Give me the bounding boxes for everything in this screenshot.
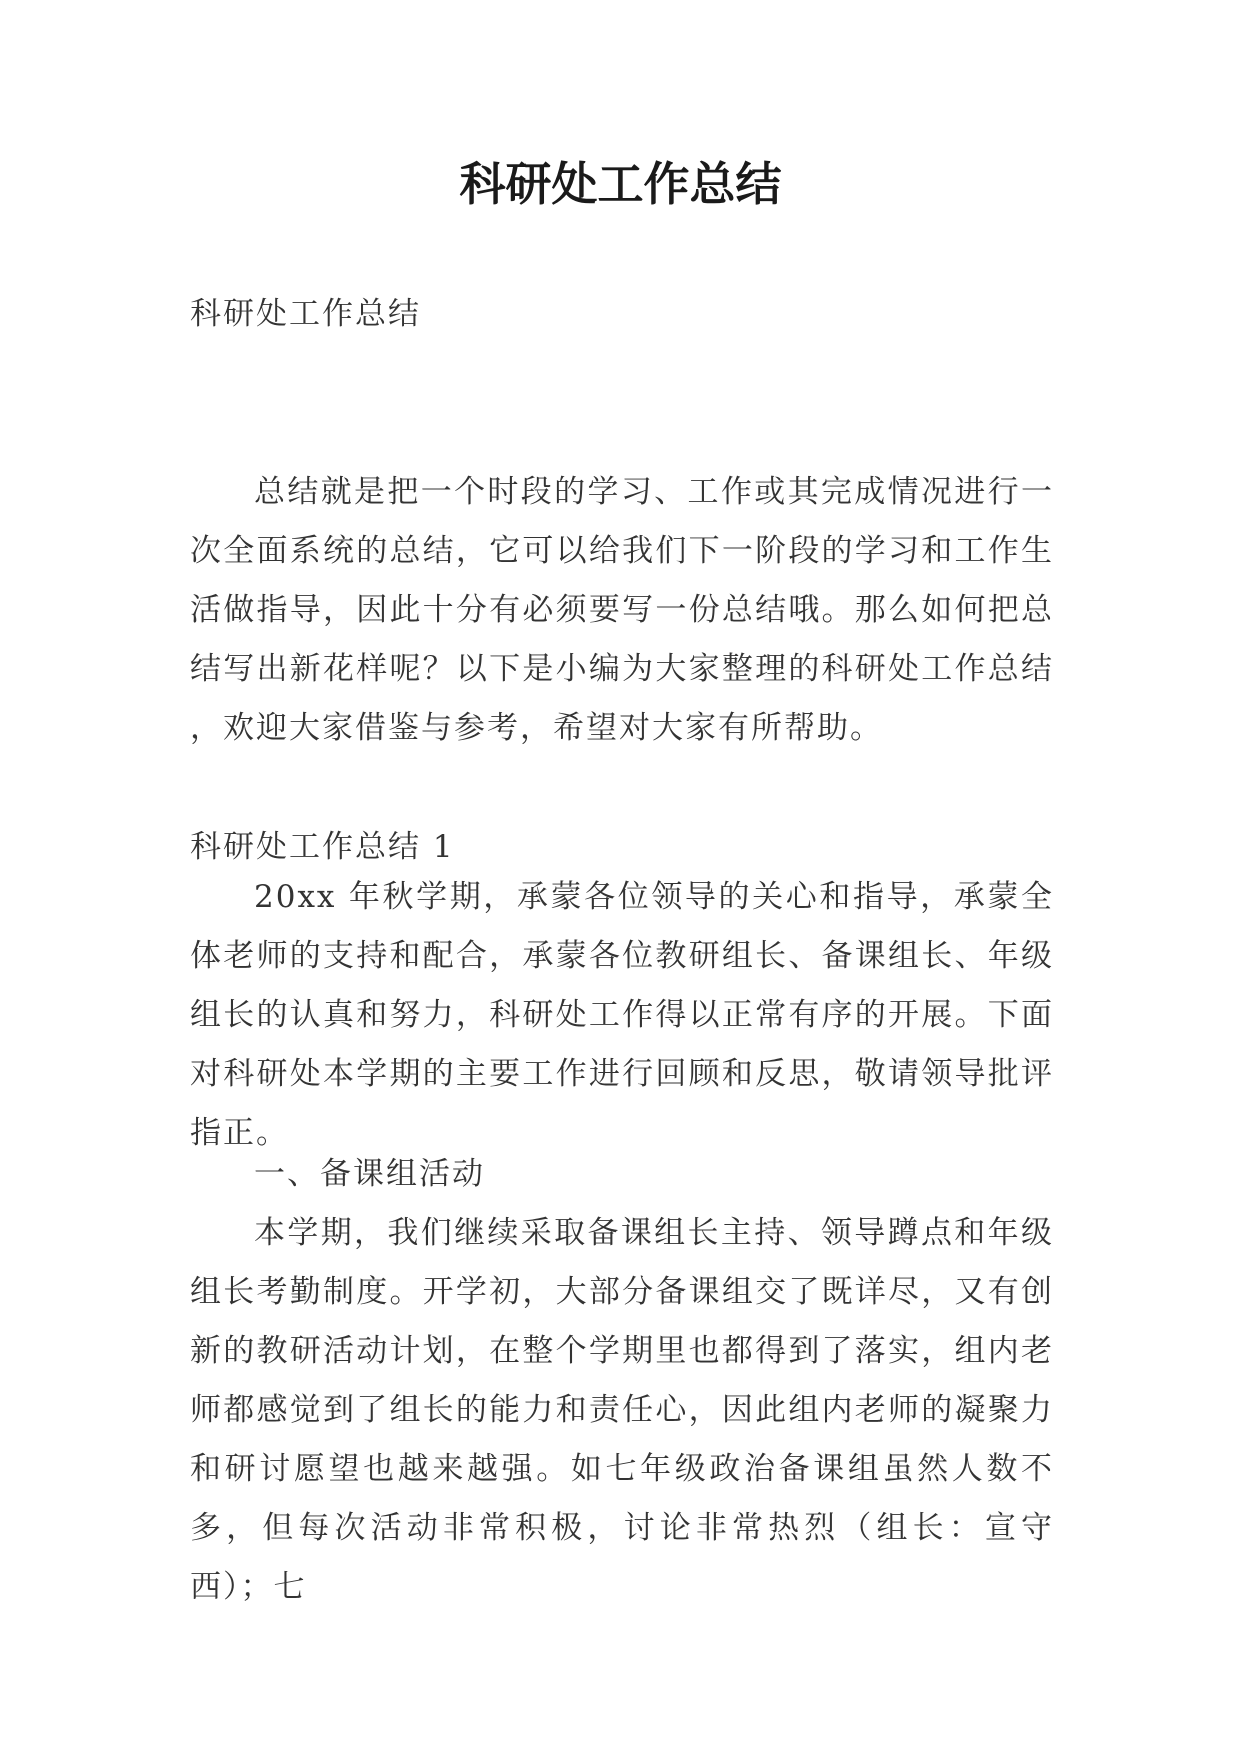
subsection-heading: 一、备课组活动 (254, 1156, 485, 1192)
intro-paragraph: 总结就是把一个时段的学习、工作或其完成情况进行一次全面系统的总结，它可以给我们下一阶段的学习和工作生活做指导，因此十分有必须要写一份总结哦。那么如何把总结写出新花样呢？以下是小编为大家整理的科研处工作总结 ，欢迎大家借鉴与参考，希望对大家有所帮助。 (190, 474, 1054, 746)
body-paragraph: 20xx 年秋学期，承蒙各位领导的关心和指导，承蒙全体老师的支持和配合，承蒙各位教研组长、备课组长、年级组长的认真和努力，科研处工作得以正常有序的开展。下面对科研处本学期的主要工作进行回顾和反思，敬请领导批评指正。 (190, 879, 1054, 1151)
section-heading: 科研处工作总结 1 (190, 829, 455, 865)
document-title: 科研处工作总结 (459, 157, 782, 211)
body-paragraph: 本学期，我们继续采取备课组长主持、领导蹲点和年级组长考勤制度。开学初，大部分备课组交了既详尽，又有创新的教研活动计划，在整个学期里也都得到了落实，组内老师都感觉到了组长的能力和责任心，因此组内老师的凝聚力和研讨愿望也越来越强。如七年级政治备课组虽然人数不多，但每次活动非常积极，讨论非常热烈（组长：宣守西）；七 (190, 1215, 1054, 1605)
document-subtitle: 科研处工作总结 (190, 296, 421, 332)
